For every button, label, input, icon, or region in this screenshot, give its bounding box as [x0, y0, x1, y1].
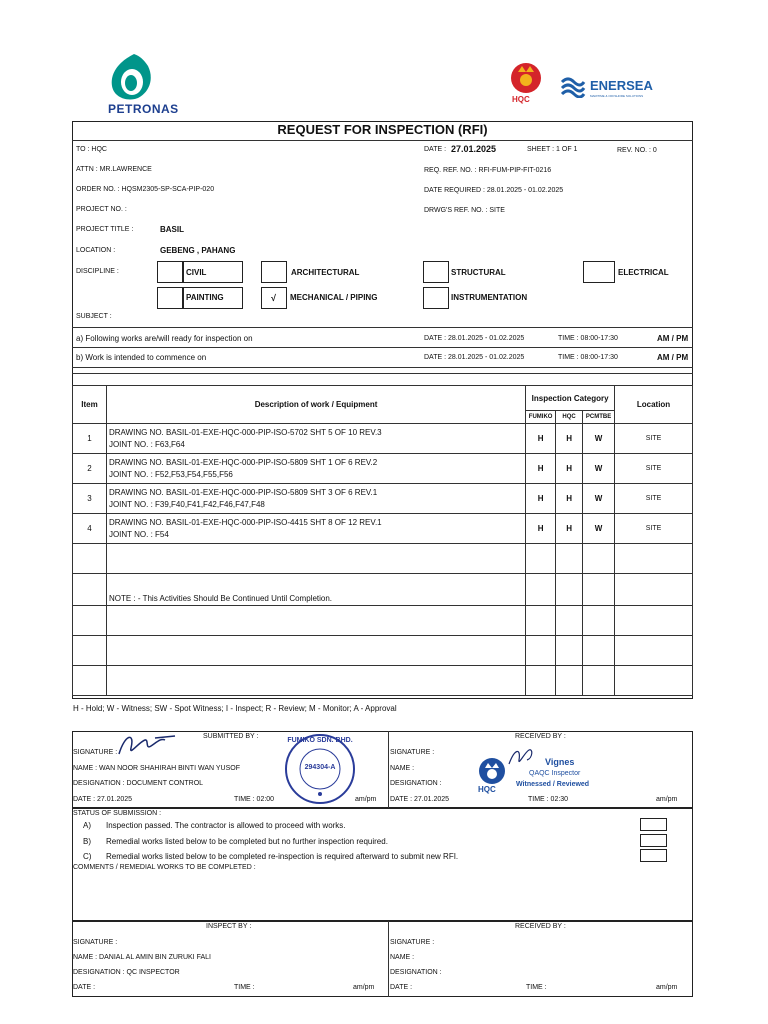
structural-label: STRUCTURAL: [451, 268, 506, 277]
row-hqc: H: [556, 514, 583, 544]
table-row-empty: [73, 544, 693, 574]
submitted-by-heading: SUBMITTED BY :: [203, 733, 259, 740]
table-row-empty: [73, 636, 693, 666]
enersea-wave-icon: [560, 74, 586, 98]
row-description: DRAWING NO. BASIL-01-EXE-HQC-000-PIP-ISO-5702 SHT 5 OF 10 REV.3 JOINT NO. : F63,F64: [106, 424, 525, 454]
project-no-field: PROJECT NO. :: [76, 206, 127, 213]
structural-checkbox[interactable]: [423, 261, 449, 283]
fumiko-header: FUMIKO: [526, 411, 556, 424]
row-hqc: H: [556, 484, 583, 514]
attn-field: ATTN : MR.LAWRENCE: [76, 166, 152, 173]
row-item: 1: [73, 424, 107, 454]
to-field: TO : HQC: [76, 146, 107, 153]
instrumentation-checkbox[interactable]: [423, 287, 449, 309]
enersea-tagline: MARITIME & OFFSHORE SOLUTIONS: [590, 94, 644, 98]
instrumentation-label: INSTRUMENTATION: [451, 293, 528, 302]
status-option-a-checkbox[interactable]: [640, 818, 667, 831]
date-label: DATE :: [424, 146, 447, 153]
pcmtbe-header: PCMTBE: [583, 411, 615, 424]
hqc-stamp-emblem-icon: [477, 756, 507, 786]
hqc-logo: [508, 60, 548, 108]
schedule-a-ampm: AM / PM: [657, 334, 689, 343]
submitted-date: DATE : 27.01.2025: [73, 796, 133, 803]
submitted-signature-label: SIGNATURE :: [73, 749, 118, 756]
received2-name: NAME :: [390, 954, 415, 961]
received2-ampm: am/pm: [656, 984, 678, 991]
date-value: 27.01.2025: [451, 144, 497, 154]
row-hqc: H: [556, 424, 583, 454]
inspect-ampm: am/pm: [353, 984, 375, 991]
status-option-c-letter: C): [83, 852, 92, 861]
schedule-a-text: a) Following works are/will ready for inspection on: [76, 334, 253, 343]
hqc-header: HQC: [556, 411, 583, 424]
fumiko-stamp-reg: 294304-A: [304, 764, 336, 771]
row-item: 2: [73, 454, 107, 484]
row-description: DRAWING NO. BASIL-01-EXE-HQC-000-PIP-ISO-5809 SHT 3 OF 6 REV.1 JOINT NO. : F39,F40,F41,F42,F46,F47,F48: [106, 484, 525, 514]
submitted-designation: DESIGNATION : DOCUMENT CONTROL: [73, 780, 204, 787]
row-hqc: H: [556, 454, 583, 484]
hqc-stamp-name: Vignes: [545, 757, 575, 767]
table-row-empty: [73, 606, 693, 636]
received2-designation: DESIGNATION :: [390, 969, 442, 976]
submitted-ampm: am/pm: [355, 796, 377, 803]
row-location: SITE: [615, 424, 693, 454]
discipline-label: DISCIPLINE :: [76, 268, 119, 275]
petronas-wordmark: PETRONAS: [108, 102, 179, 116]
schedule-a-date: DATE : 28.01.2025 - 01.02.2025: [424, 335, 525, 342]
location-header: Location: [615, 386, 693, 424]
schedule-a-time: TIME : 08:00-17:30: [558, 335, 618, 342]
status-heading: STATUS OF SUBMISSION :: [73, 810, 162, 817]
received2-signature-label: SIGNATURE :: [390, 939, 435, 946]
description-header: Description of work / Equipment: [106, 386, 525, 424]
schedule-b-text: b) Work is intended to commence on: [76, 353, 207, 362]
date-required-field: DATE REQUIRED : 28.01.2025 - 01.02.2025: [424, 187, 564, 194]
hqc-stamp-status: Witnessed / Reviewed: [516, 781, 590, 788]
submitted-time: TIME : 02:00: [234, 796, 275, 803]
inspect-name: NAME : DANIAL AL AMIN BIN ZURUKI FALI: [73, 954, 211, 961]
subject-field: SUBJECT :: [76, 313, 112, 320]
comments-label: COMMENTS / REMEDIAL WORKS TO BE COMPLETED :: [73, 864, 256, 871]
enersea-wordmark: ENERSEA: [590, 78, 653, 93]
received2-heading: RECEIVED BY :: [515, 923, 566, 930]
inspection-category-header: Inspection Category: [526, 386, 615, 411]
row-location: SITE: [615, 514, 693, 544]
received-signature-icon: [507, 746, 537, 768]
status-option-c-checkbox[interactable]: [640, 849, 667, 862]
row-location: SITE: [615, 484, 693, 514]
received2-date: DATE :: [390, 984, 413, 991]
row-pcmtbe: W: [583, 454, 615, 484]
table-row-note: [73, 574, 693, 606]
architectural-label: ARCHITECTURAL: [291, 268, 360, 277]
note-text: NOTE : - This Activities Should Be Continued Until Completion.: [106, 574, 525, 606]
location-value: GEBENG , PAHANG: [160, 246, 236, 255]
row-item: 3: [73, 484, 107, 514]
order-no-field: ORDER NO. : HQSM2305-SP-SCA-PIP-020: [76, 186, 215, 193]
submitted-name: NAME : WAN NOOR SHAHIRAH BINTI WAN YUSOF: [73, 765, 240, 772]
received-time: TIME : 02:30: [528, 796, 569, 803]
row-item: 4: [73, 514, 107, 544]
fumiko-stamp: [283, 732, 357, 806]
row-description: DRAWING NO. BASIL-01-EXE-HQC-000-PIP-ISO-5809 SHT 1 OF 6 REV.2 JOINT NO. : F52,F53,F54,F55,F56: [106, 454, 525, 484]
table-row-empty: [73, 666, 693, 696]
req-ref-field: REQ. REF. NO. : RFI-FUM-PIP-FIT-0216: [424, 167, 552, 174]
hqc-wordmark: HQC: [512, 95, 530, 104]
table-row: [73, 424, 693, 454]
hqc-stamp-logo: HQC: [478, 785, 496, 794]
status-option-c-text: Remedial works listed below to be completed re-inspection is required afterward to submit new RFI.: [106, 852, 459, 861]
drwg-ref-field: DRWG'S REF. NO. : SITE: [424, 207, 505, 214]
row-fumiko: H: [526, 514, 556, 544]
status-option-b-letter: B): [83, 837, 91, 846]
hqc-emblem-icon: [508, 60, 544, 94]
row-location: SITE: [615, 454, 693, 484]
architectural-checkbox[interactable]: [261, 261, 287, 283]
status-option-a-text: Inspection passed. The contractor is allowed to proceed with works.: [106, 821, 346, 830]
form-title: REQUEST FOR INSPECTION (RFI): [277, 122, 488, 137]
painting-checkbox[interactable]: [157, 287, 183, 309]
civil-label: CIVIL: [186, 268, 207, 277]
sheet-field: SHEET : 1 OF 1: [527, 146, 578, 153]
inspect-designation: DESIGNATION : QC INSPECTOR: [73, 969, 180, 976]
inspect-time: TIME :: [234, 984, 255, 991]
location-label: LOCATION :: [76, 247, 116, 254]
table-row: [73, 514, 693, 544]
row-fumiko: H: [526, 484, 556, 514]
received-date: DATE : 27.01.2025: [390, 796, 450, 803]
schedule-b-date: DATE : 28.01.2025 - 01.02.2025: [424, 354, 525, 361]
mechanical-piping-label: MECHANICAL / PIPING: [290, 293, 378, 302]
electrical-checkbox[interactable]: [583, 261, 615, 283]
enersea-logo: [560, 74, 670, 104]
project-title-label: PROJECT TITLE :: [76, 226, 134, 233]
petronas-logo: [100, 52, 180, 118]
schedule-b-ampm: AM / PM: [657, 353, 689, 362]
item-header: Item: [73, 386, 107, 424]
received-signature-label: SIGNATURE :: [390, 749, 435, 756]
legend-text: H - Hold; W - Witness; SW - Spot Witness; I - Inspect; R - Review; M - Monitor; A - Approval: [73, 704, 397, 713]
schedule-b-time: TIME : 08:00-17:30: [558, 354, 618, 361]
project-title-value: BASIL: [160, 225, 184, 234]
status-option-a-letter: A): [83, 821, 91, 830]
row-description: DRAWING NO. BASIL-01-EXE-HQC-000-PIP-ISO-4415 SHT 8 OF 12 REV.1 JOINT NO. : F54: [106, 514, 525, 544]
received2-time: TIME :: [526, 984, 547, 991]
status-option-b-text: Remedial works listed below to be completed but no further inspection required.: [106, 837, 388, 846]
rev-no-field: REV. NO. : 0: [617, 147, 657, 154]
inspect-by-heading: INSPECT BY :: [206, 923, 252, 930]
painting-label: PAINTING: [186, 293, 224, 302]
mechanical-piping-checkbox[interactable]: √: [261, 287, 287, 309]
inspect-signature-label: SIGNATURE :: [73, 939, 118, 946]
submitted-signature-icon: [115, 730, 185, 760]
received-name: NAME :: [390, 765, 415, 772]
hqc-stamp-role: QAQC Inspector: [529, 770, 581, 777]
work-table: [72, 385, 693, 696]
table-row: [73, 484, 693, 514]
row-pcmtbe: W: [583, 514, 615, 544]
fumiko-stamp-company: FUMIKO SDN. BHD.: [287, 737, 353, 744]
inspect-date: DATE :: [73, 984, 96, 991]
row-fumiko: H: [526, 424, 556, 454]
status-option-b-checkbox[interactable]: [640, 834, 667, 847]
row-pcmtbe: W: [583, 484, 615, 514]
received-ampm: am/pm: [656, 796, 678, 803]
petronas-emblem-icon: [104, 52, 164, 102]
row-pcmtbe: W: [583, 424, 615, 454]
civil-checkbox[interactable]: [157, 261, 183, 283]
received-by-heading: RECEIVED BY :: [515, 733, 566, 740]
received-designation: DESIGNATION :: [390, 780, 442, 787]
table-row: [73, 454, 693, 484]
electrical-label: ELECTRICAL: [618, 268, 669, 277]
row-fumiko: H: [526, 454, 556, 484]
